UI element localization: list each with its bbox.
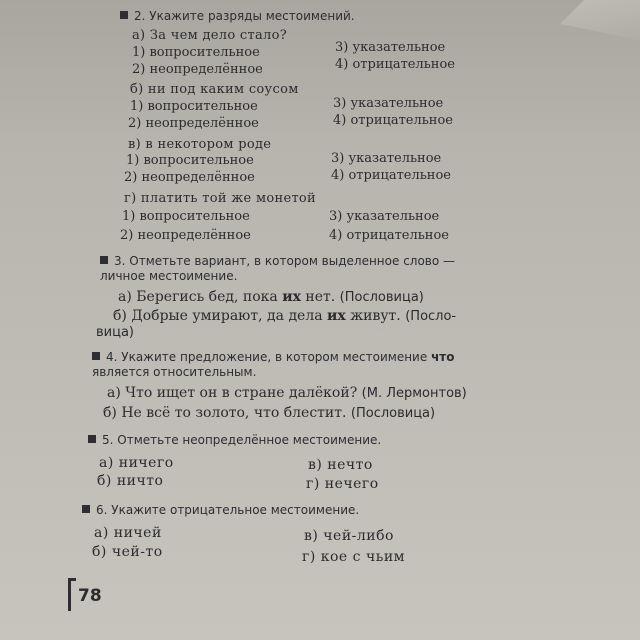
task2-c-option-1: 1) вопросительное [126,153,254,168]
task2-a-option-3: 3) указательное [335,40,446,55]
task2-d-option-3: 3) указательное [329,209,440,224]
highlighted-word: их [282,289,301,305]
task2-b-option-4: 4) отрицательное [333,113,453,128]
task4-option-a: а) Что ищет он в стране далёкой? (М. Лермонтов) [107,385,467,401]
task2-question-d: г) платить той же монетой [124,191,317,206]
task4-title-line1: 4. Укажите предложение, в котором местоимение что [92,350,455,364]
task6-option-a: а) ничей [94,525,162,541]
task5-option-a: а) ничего [99,455,174,471]
task3-option-a: а) Берегись бед, пока их нет. (Пословица) [118,289,424,305]
task2-b-option-2: 2) неопределённое [128,116,259,131]
square-bullet-icon [92,352,100,360]
task6-option-b: б) чей-то [92,544,163,560]
task4-title-line2: является относительным. [92,365,257,379]
task2-a-option-1: 1) вопросительное [132,45,260,60]
highlighted-word: их [327,308,346,324]
task5-title: 5. Отметьте неопределённое местоимение. [88,433,381,447]
task2-question-c: в) в некотором роде [128,137,272,152]
task2-d-option-2: 2) неопределённое [120,228,251,243]
task5-option-b: б) ничто [97,473,164,489]
page-number-bracket [68,578,76,611]
source-note: (Посло- [405,309,457,324]
task2-c-option-3: 3) указательное [331,151,442,166]
square-bullet-icon [82,505,90,513]
task6-option-d: г) кое с чьим [302,549,406,565]
task3-option-b-source-wrap: вица) [96,325,134,340]
task2-a-option-2: 2) неопределённое [132,62,263,77]
square-bullet-icon [120,11,128,19]
task3-option-b: б) Добрые умирают, да дела их живут. (Посло- [113,308,457,324]
task2-c-option-4: 4) отрицательное [331,168,451,183]
task2-b-option-1: 1) вопросительное [130,99,258,114]
task2-a-option-4: 4) отрицательное [335,57,455,72]
task3-title-line1: 3. Отметьте вариант, в котором выделенное слово — [100,254,455,268]
task6-option-c: в) чей-либо [304,528,394,544]
task2-d-option-1: 1) вопросительное [122,209,250,224]
page-number: 78 [78,586,102,606]
task6-title: 6. Укажите отрицательное местоимение. [82,503,359,517]
task2-d-option-4: 4) отрицательное [329,228,449,243]
task5-option-c: в) нечто [308,457,373,473]
square-bullet-icon [100,256,108,264]
task2-c-option-2: 2) неопределённое [124,170,255,185]
task2-question-b: б) ни под каким соусом [130,82,299,97]
task2-title: 2. Укажите разряды местоимений. [120,9,355,23]
task3-title-line2: личное местоимение. [100,269,238,283]
task2-b-option-3: 3) указательное [333,96,444,111]
source-note: (Пословица) [339,290,424,305]
square-bullet-icon [88,435,96,443]
task4-option-b: б) Не всё то золото, что блестит. (Пословица) [103,405,436,421]
task5-option-d: г) нечего [306,476,379,492]
task2-question-a: а) За чем дело стало? [132,28,287,43]
